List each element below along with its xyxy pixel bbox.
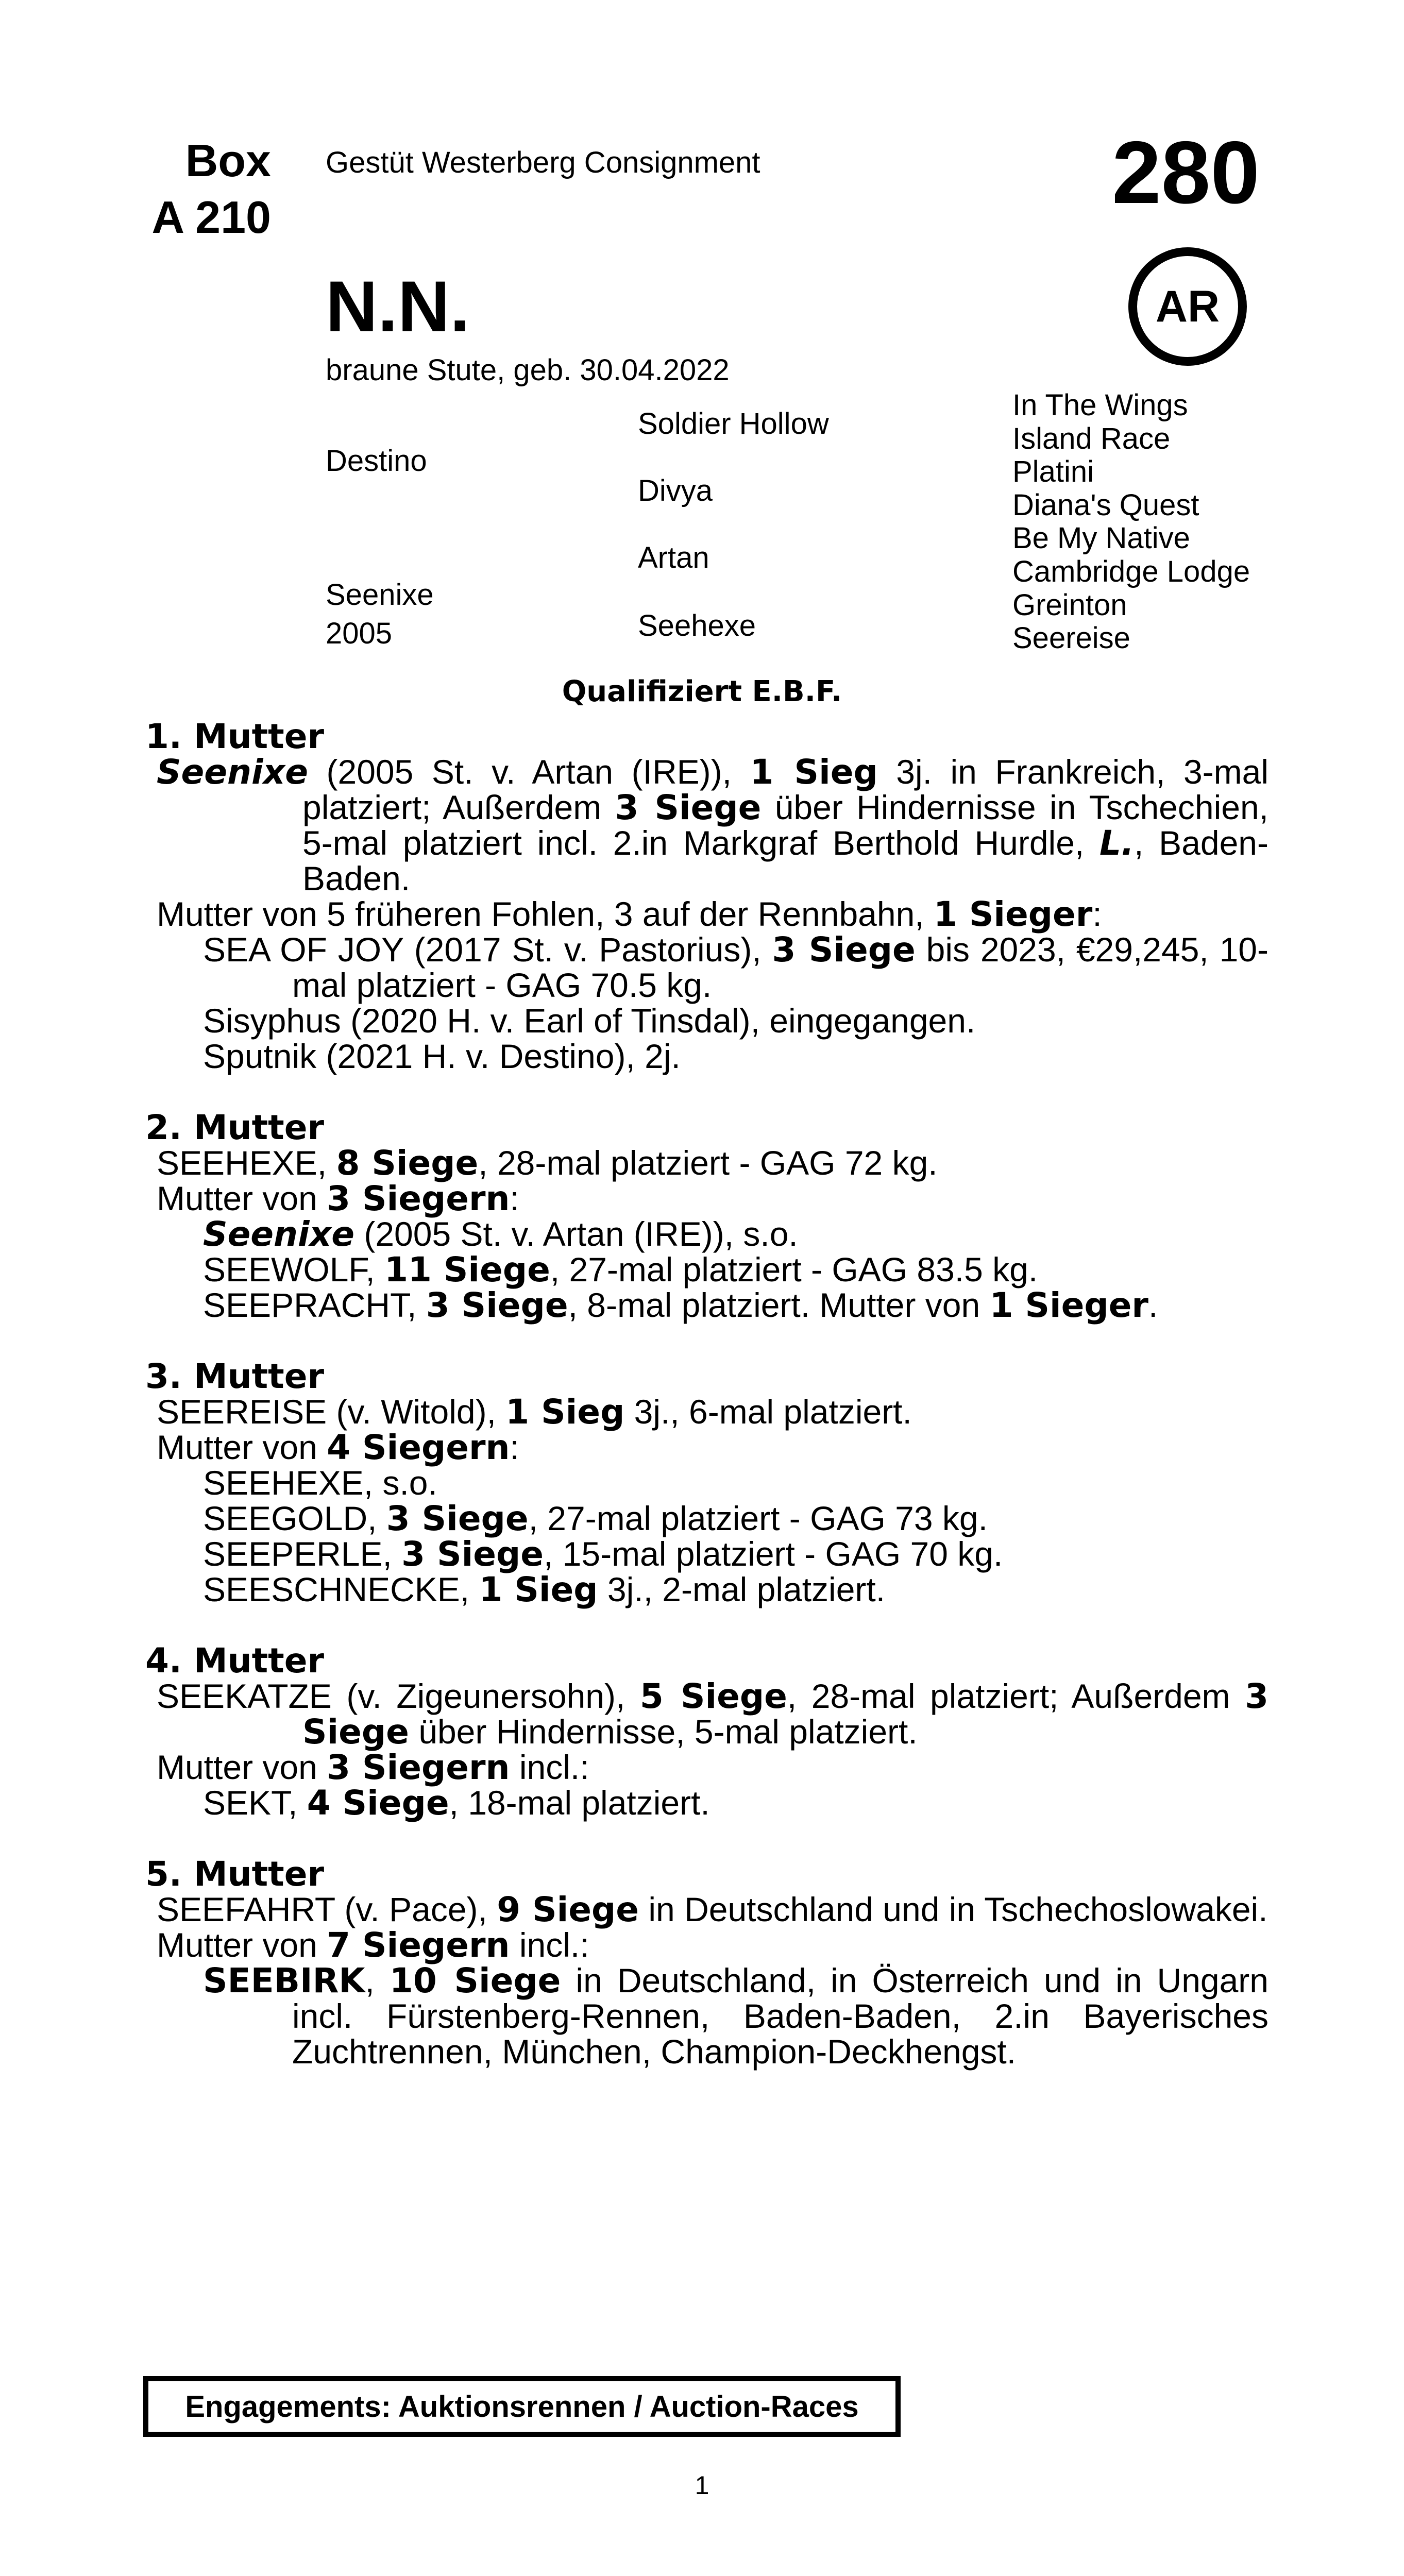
produce-summary: Mutter von 5 früheren Fohlen, 3 auf der Rennbahn, 1 Sieger: [157, 894, 1102, 934]
produce-entry: SEESCHNECKE, 1 Sieg 3j., 2-mal platziert. [203, 1570, 886, 1609]
section-title: 1. Mutter [145, 717, 325, 756]
sire: Destino [326, 444, 427, 478]
lot-number: 280 [1112, 123, 1260, 222]
dam-entry: SEEKATZE (v. Zigeunersohn), 5 Siege, 28-mal platziert; Außerdem 3 Siege über Hindernisse, 5-mal platziert. [157, 1676, 1268, 1752]
produce-entry: SEEPRACHT, 3 Siege, 8-mal platziert. Mutter von 1 Sieger. [203, 1285, 1158, 1325]
third-gen-ancestor: Seereise [1012, 621, 1130, 655]
produce-entry: SEA OF JOY (2017 St. v. Pastorius), 3 Siege bis 2023, €29,245, 10-mal platziert - GAG 70.5 kg. [203, 930, 1268, 1004]
engagements-text: Engagements: Auktionsrennen / Auction-Races [185, 2389, 859, 2424]
dam-sire: Artan [638, 541, 709, 574]
dam-entry: Seenixe (2005 St. v. Artan (IRE)), 1 Sieg 3j. in Frankreich, 3-mal platziert; Außerdem 3 Siege über Hindernisse in Tschechien, 5-mal platziert incl. 2.in Markgraf Berthold Hurdle, L., Baden-Baden. [157, 752, 1268, 897]
produce-summary: Mutter von 3 Siegern incl.: [157, 1748, 589, 1787]
produce-entry: SEEHEXE, s.o. [203, 1464, 437, 1502]
sire-sire: Soldier Hollow [638, 407, 829, 440]
section-title: 5. Mutter [145, 1854, 325, 1894]
qualification: Qualifiziert E.B.F. [562, 675, 842, 708]
dam-entry: SEEHEXE, 8 Siege, 28-mal platziert - GAG 72 kg. [157, 1143, 938, 1183]
female-line [145, 719, 1268, 2070]
produce-entry: Sisyphus (2020 H. v. Earl of Tinsdal), eingegangen. [203, 1002, 976, 1040]
ar-badge-text: AR [1155, 281, 1220, 331]
third-gen-ancestor: Island Race [1012, 421, 1171, 455]
horse-name: N.N. [326, 266, 470, 347]
ar-badge [1128, 247, 1247, 366]
produce-entry: SEEPERLE, 3 Siege, 15-mal platziert - GAG 70 kg. [203, 1534, 1003, 1574]
dam-entry: SEEREISE (v. Witold), 1 Sieg 3j., 6-mal platziert. [157, 1392, 912, 1432]
produce-entry: SEEWOLF, 11 Siege, 27-mal platziert - GAG 83.5 kg. [203, 1250, 1038, 1290]
dam-year: 2005 [326, 617, 393, 650]
produce-entry: SEEBIRK, 10 Siege in Deutschland, in Österreich und in Ungarn incl. Fürstenberg-Rennen, Baden-Baden, 2.in Bayerisches Zuchtrennen, München, Champion-Deckhengst. [203, 1961, 1268, 2071]
third-gen-ancestor: Be My Native [1012, 521, 1190, 555]
third-gen-ancestor: Cambridge Lodge [1012, 554, 1250, 588]
dam-entry: SEEFAHRT (v. Pace), 9 Siege in Deutschland und in Tschechoslowakei. [157, 1890, 1268, 1929]
sire-dam: Divya [638, 474, 713, 507]
box-number: A 210 [151, 192, 271, 243]
section-title: 4. Mutter [145, 1641, 325, 1681]
horse-description: braune Stute, geb. 30.04.2022 [326, 353, 730, 387]
box-label: Box [185, 135, 271, 186]
dam-dam: Seehexe [638, 609, 756, 642]
produce-summary: Mutter von 3 Siegern: [157, 1179, 519, 1218]
third-gen-ancestor: Greinton [1012, 588, 1127, 622]
produce-entry: SEEGOLD, 3 Siege, 27-mal platziert - GAG 73 kg. [203, 1499, 988, 1538]
produce-entry: SEKT, 4 Siege, 18-mal platziert. [203, 1783, 710, 1823]
produce-summary: Mutter von 4 Siegern: [157, 1428, 519, 1467]
consignor: Gestüt Westerberg Consignment [326, 146, 760, 179]
third-gen-ancestor: In The Wings [1012, 388, 1188, 422]
produce-summary: Mutter von 7 Siegern incl.: [157, 1925, 589, 1965]
section-title: 3. Mutter [145, 1357, 325, 1396]
third-gen-ancestor: Diana's Quest [1012, 488, 1199, 522]
third-gen-ancestor: Platini [1012, 455, 1094, 489]
dam: Seenixe [326, 578, 434, 612]
engagements-box [143, 2376, 901, 2437]
page-number: 1 [695, 2471, 709, 2500]
section-title: 2. Mutter [145, 1108, 325, 1147]
third-generation-list [1012, 389, 1250, 655]
produce-entry: Seenixe (2005 St. v. Artan (IRE)), s.o. [203, 1214, 798, 1254]
produce-entry: Sputnik (2021 H. v. Destino), 2j. [203, 1037, 681, 1075]
